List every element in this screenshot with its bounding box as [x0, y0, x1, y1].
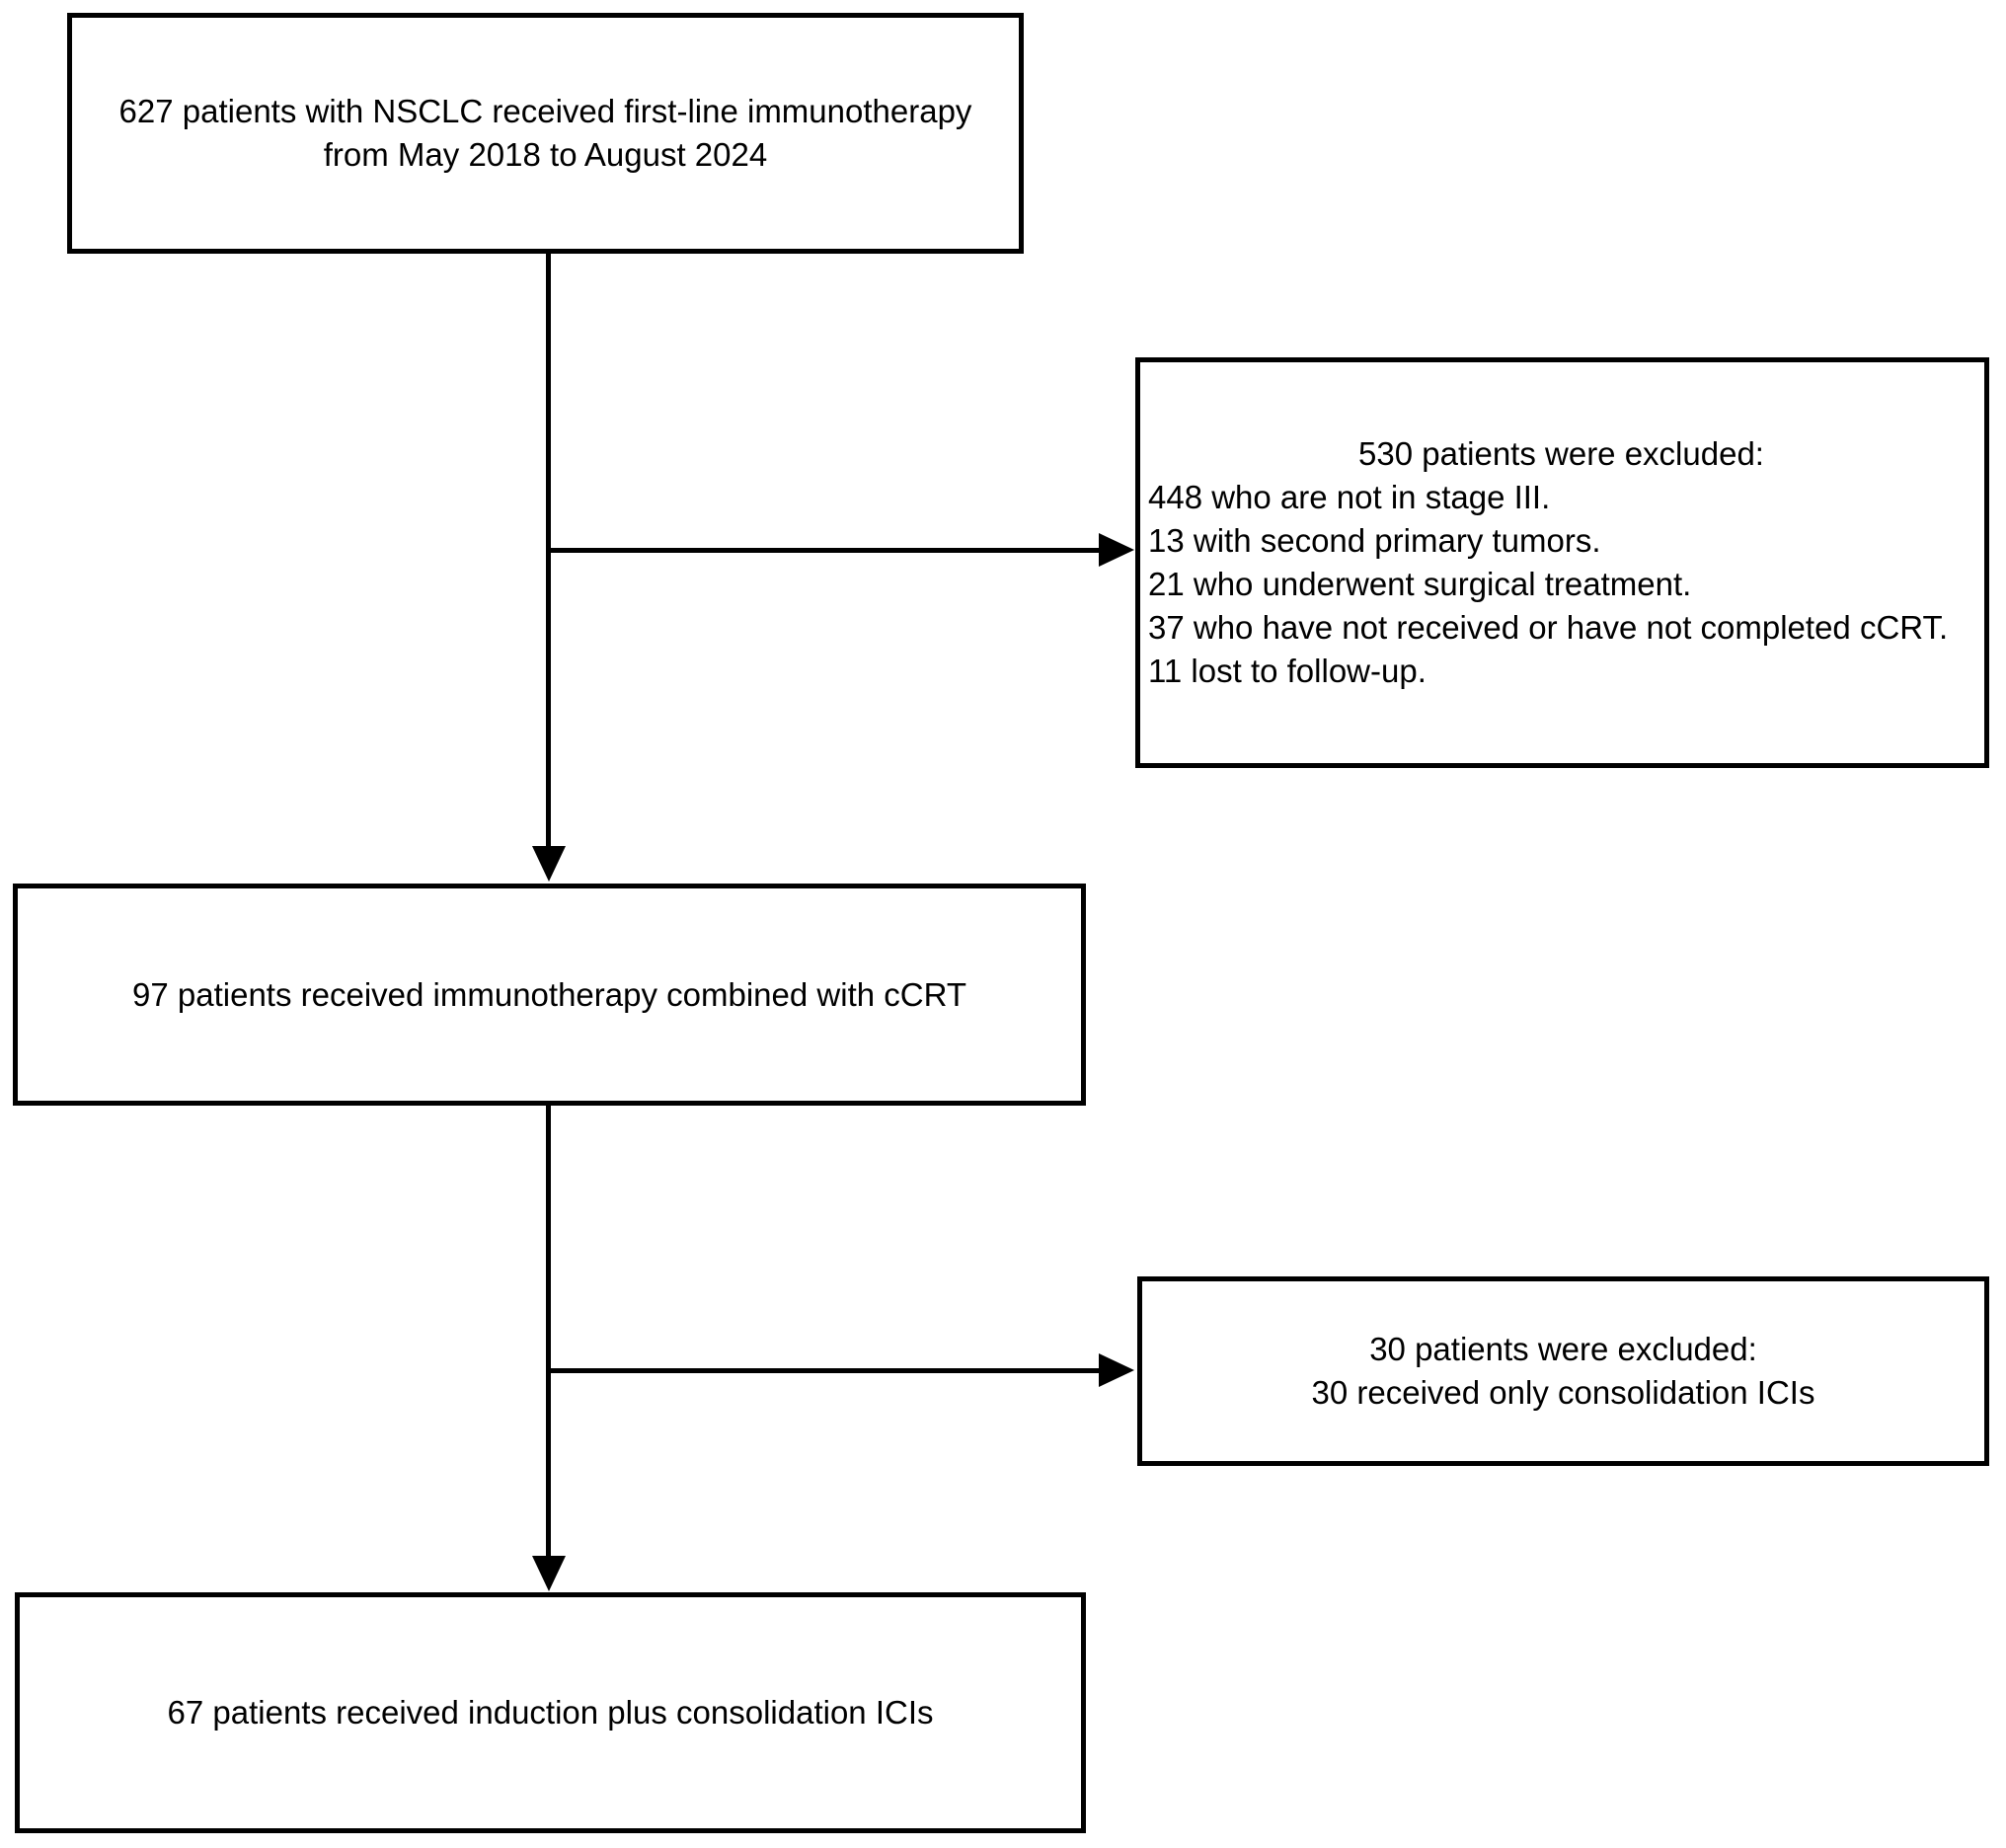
box-immunotherapy-ccrt [13, 884, 1086, 1106]
exclusion2-item: 30 received only consolidation ICIs [1311, 1374, 1815, 1411]
box-initial-cohort [67, 13, 1024, 254]
box-exclusion-1 [1135, 357, 1989, 768]
arrowhead-right-exclusion1-icon [1099, 533, 1134, 567]
box-exclusion-2 [1137, 1276, 1989, 1466]
exclusion2-title: 30 patients were excluded: [1369, 1331, 1757, 1367]
box-final-cohort [15, 1592, 1086, 1833]
connector-branch-exclusion2 [546, 1368, 1101, 1373]
arrowhead-down-to-middle-icon [532, 846, 566, 882]
connector-branch-exclusion1 [546, 548, 1101, 553]
exclusion1-item: 21 who underwent surgical treatment. [1148, 566, 1692, 602]
connector-middle-to-bottom [546, 1104, 551, 1560]
final-cohort-text: 67 patients received induction plus consolidation ICIs [167, 1694, 934, 1731]
exclusion1-item: 448 who are not in stage III. [1148, 479, 1551, 515]
initial-cohort-text-line2: from May 2018 to August 2024 [323, 136, 768, 173]
exclusion1-title: 530 patients were excluded: [1358, 435, 1764, 472]
immunotherapy-ccrt-text: 97 patients received immunotherapy combined with cCRT [132, 975, 966, 1013]
exclusion1-item: 13 with second primary tumors. [1148, 522, 1601, 559]
arrowhead-down-to-bottom-icon [532, 1556, 566, 1591]
exclusion1-item: 11 lost to follow-up. [1148, 653, 1427, 689]
exclusion1-item: 37 who have not received or have not completed cCRT. [1148, 609, 1949, 646]
initial-cohort-text-line1: 627 patients with NSCLC received first-line immunotherapy [118, 93, 972, 129]
arrowhead-right-exclusion2-icon [1099, 1353, 1134, 1387]
